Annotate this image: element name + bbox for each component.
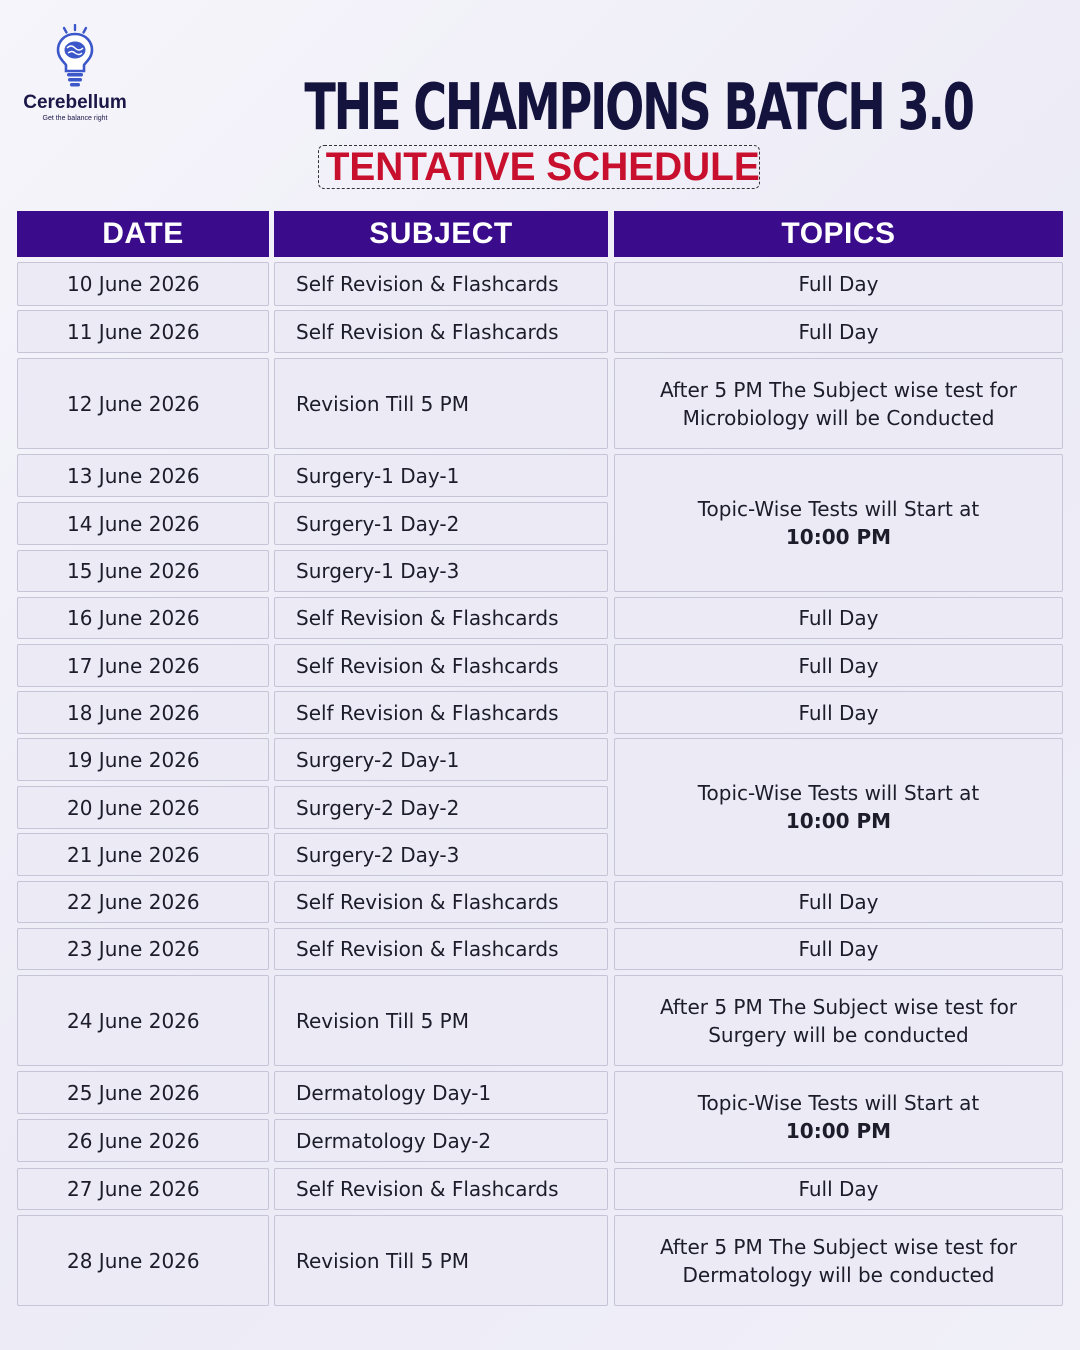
date-cell: 23 June 2026 [17, 928, 269, 970]
topic-content [627, 376, 1050, 432]
lightbulb-brain-icon [51, 24, 99, 90]
topic-content [627, 1233, 1050, 1289]
subject-cell: Revision Till 5 PM [274, 358, 608, 449]
date-cell: 10 June 2026 [17, 262, 269, 306]
topic-content [798, 1175, 878, 1203]
column-header-date: DATE [17, 211, 269, 257]
topic-content [798, 652, 878, 680]
subject-cell: Surgery-2 Day-2 [274, 786, 608, 829]
column-header-subject: SUBJECT [274, 211, 608, 257]
subject-cell: Self Revision & Flashcards [274, 262, 608, 306]
topic-content [698, 495, 980, 551]
subject-cell: Surgery-2 Day-1 [274, 738, 608, 781]
topic-content [798, 318, 878, 346]
subtitle-text: TENTATIVE SCHEDULE [325, 145, 760, 189]
topic-text: Full Day [798, 890, 879, 914]
topic-text: Full Day [798, 653, 879, 678]
topic-cell [614, 262, 1063, 306]
topic-content [798, 888, 878, 916]
topic-text: Full Day [798, 937, 879, 961]
topic-cell [614, 597, 1063, 639]
subject-cell: Self Revision & Flashcards [274, 597, 608, 639]
topic-text: After 5 PM The Subject wise test for Microbiology will be Conducted [659, 377, 1018, 430]
topic-cell [614, 358, 1063, 449]
subject-cell: Self Revision & Flashcards [274, 881, 608, 923]
date-cell: 28 June 2026 [17, 1215, 269, 1306]
page-title: THE CHAMPIONS BATCH 3.0 [304, 71, 973, 145]
topic-content [698, 1089, 980, 1145]
topic-cell [614, 738, 1063, 876]
topic-text: Full Day [798, 319, 879, 344]
topic-cell [614, 691, 1063, 734]
topic-cell [614, 1215, 1063, 1306]
topic-cell [614, 975, 1063, 1066]
topic-text: Full Day [798, 606, 879, 630]
topic-text: Topic-Wise Tests will Start at [697, 497, 980, 521]
brand-name: Cerebellum [23, 92, 127, 113]
subject-cell: Dermatology Day-2 [274, 1119, 608, 1162]
topic-text: Full Day [798, 700, 879, 725]
date-cell: 13 June 2026 [17, 454, 269, 497]
topic-cell [614, 310, 1063, 353]
date-cell: 27 June 2026 [17, 1168, 269, 1210]
topic-time: 10:00 PM [785, 809, 892, 833]
topic-content [798, 270, 878, 298]
topic-text: After 5 PM The Subject wise test for Dermatology will be conducted [659, 1234, 1018, 1287]
date-cell: 19 June 2026 [17, 738, 269, 781]
topic-time: 10:00 PM [785, 1119, 892, 1143]
subject-cell: Surgery-1 Day-1 [274, 454, 608, 497]
topic-text: Topic-Wise Tests will Start at [697, 781, 980, 805]
date-cell: 14 June 2026 [17, 502, 269, 545]
date-cell: 16 June 2026 [17, 597, 269, 639]
topic-cell [614, 881, 1063, 923]
topic-content [798, 699, 878, 727]
topic-text: After 5 PM The Subject wise test for Surgery will be conducted [659, 994, 1018, 1047]
date-cell: 22 June 2026 [17, 881, 269, 923]
topic-content [698, 779, 980, 835]
date-cell: 26 June 2026 [17, 1119, 269, 1162]
brand-tagline: Get the balance right [42, 115, 108, 122]
date-cell: 25 June 2026 [17, 1071, 269, 1114]
date-cell: 15 June 2026 [17, 550, 269, 592]
subject-cell: Surgery-1 Day-2 [274, 502, 608, 545]
page-subtitle [318, 145, 760, 189]
topic-cell [614, 454, 1063, 592]
subject-cell: Self Revision & Flashcards [274, 691, 608, 734]
topic-content [798, 604, 878, 632]
date-cell: 24 June 2026 [17, 975, 269, 1066]
date-cell: 11 June 2026 [17, 310, 269, 353]
topic-text: Topic-Wise Tests will Start at [697, 1091, 980, 1115]
subject-cell: Self Revision & Flashcards [274, 310, 608, 353]
subject-cell: Self Revision & Flashcards [274, 1168, 608, 1210]
topic-cell [614, 928, 1063, 970]
subject-cell: Surgery-2 Day-3 [274, 833, 608, 876]
topic-text: Full Day [798, 272, 879, 296]
topic-cell [614, 1071, 1063, 1163]
brand-logo [18, 24, 132, 122]
subject-cell: Revision Till 5 PM [274, 975, 608, 1066]
subject-cell: Self Revision & Flashcards [274, 928, 608, 970]
topic-cell [614, 644, 1063, 687]
subject-cell: Dermatology Day-1 [274, 1071, 608, 1114]
date-cell: 21 June 2026 [17, 833, 269, 876]
topic-content [627, 993, 1050, 1049]
topic-time: 10:00 PM [785, 525, 892, 549]
column-header-topics: TOPICS [614, 211, 1063, 257]
topic-cell [614, 1168, 1063, 1210]
topic-content [798, 935, 878, 963]
date-cell: 18 June 2026 [17, 691, 269, 734]
subject-cell: Self Revision & Flashcards [274, 644, 608, 687]
date-cell: 17 June 2026 [17, 644, 269, 687]
subject-cell: Revision Till 5 PM [274, 1215, 608, 1306]
topic-text: Full Day [798, 1177, 879, 1201]
subject-cell: Surgery-1 Day-3 [274, 550, 608, 592]
date-cell: 20 June 2026 [17, 786, 269, 829]
date-cell: 12 June 2026 [17, 358, 269, 449]
